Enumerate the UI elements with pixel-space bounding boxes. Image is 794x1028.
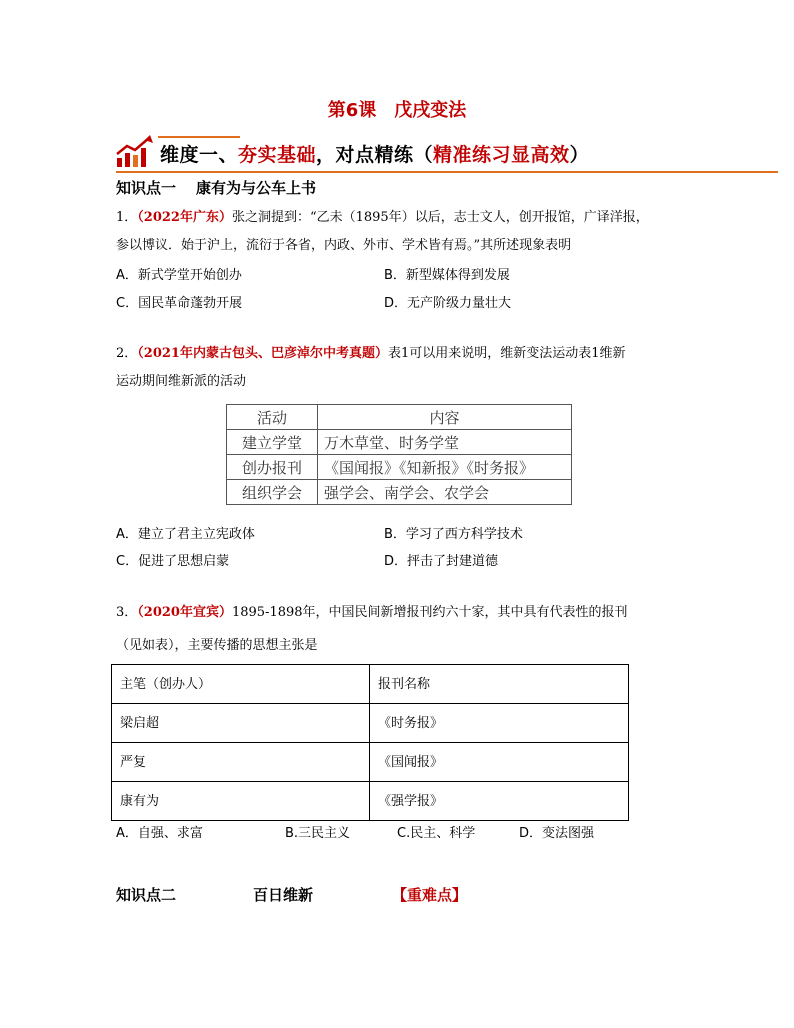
kp2-key-tag: 【重难点】 bbox=[392, 886, 468, 904]
q1-text-line1: 张之洞提到：“乙未（1895年）以后，志士文人，创开报馆，广译洋报， bbox=[231, 210, 649, 225]
banner-part1: 维度一、 bbox=[160, 144, 239, 166]
kp1-title: 康有为与公车上书 bbox=[196, 179, 317, 197]
q1-option-d[interactable]: D．无产阶级力量壮大 bbox=[384, 296, 512, 311]
table-cell: 强学会、南学会、农学会 bbox=[318, 480, 572, 505]
table-header-cell: 主笔（创办人） bbox=[112, 665, 370, 704]
knowledge-point-1-heading bbox=[116, 177, 316, 198]
kp2-label: 知识点二 bbox=[116, 886, 177, 904]
table-header-cell: 内容 bbox=[318, 405, 572, 430]
q3-option-d[interactable]: D．变法图强 bbox=[519, 826, 595, 841]
q1-source: （2022年广东） bbox=[137, 210, 232, 225]
q2-option-b[interactable]: B．学习了西方科学技术 bbox=[384, 527, 523, 542]
banner-part5: ） bbox=[569, 144, 590, 166]
table-row bbox=[227, 430, 572, 455]
table-row bbox=[227, 455, 572, 480]
table-header-row bbox=[227, 405, 572, 430]
table-cell: 《国闻报》《知新报》《时务报》 bbox=[318, 455, 572, 480]
banner-top-rule bbox=[158, 136, 240, 138]
table-cell: 《强学报》 bbox=[370, 782, 629, 821]
q2-option-c[interactable]: C．促进了思想启蒙 bbox=[116, 554, 230, 569]
q3-newspaper-table bbox=[111, 664, 629, 821]
q3-stem-line1 bbox=[116, 603, 628, 623]
q2-source: （2021年内蒙古包头、巴彦淖尔中考真题） bbox=[137, 346, 388, 361]
q3-source: （2020年宜宾） bbox=[137, 605, 232, 620]
table-cell: 康有为 bbox=[112, 782, 370, 821]
q3-option-a[interactable]: A．自强、求富 bbox=[116, 826, 203, 841]
q1-stem-line1 bbox=[116, 208, 649, 228]
q2-stem-line1 bbox=[116, 344, 626, 364]
q3-option-b[interactable]: B.三民主义 bbox=[285, 826, 351, 841]
q1-option-b[interactable]: B．新型媒体得到发展 bbox=[384, 268, 510, 283]
table-cell: 组织学会 bbox=[227, 480, 318, 505]
growth-chart-icon bbox=[115, 134, 155, 168]
q3-stem-line2: （见如表），主要传播的思想主张是 bbox=[116, 638, 318, 653]
table-cell: 梁启超 bbox=[112, 704, 370, 743]
table-header-cell: 活动 bbox=[227, 405, 318, 430]
q3-text-line1: 1895-1898年，中国民间新增报刊约六十家，其中具有代表性的报刊 bbox=[231, 605, 628, 620]
table-header-row bbox=[112, 665, 629, 704]
kp2-title: 百日维新 bbox=[253, 886, 314, 904]
q3-number: 3． bbox=[116, 605, 138, 620]
q1-number: 1． bbox=[116, 210, 138, 225]
banner-part3: ，对点精练（ bbox=[316, 144, 434, 166]
section-banner bbox=[160, 140, 589, 167]
banner-part4: 精准练习显高效 bbox=[433, 144, 570, 166]
lesson-title: 第6课 戊戌变法 bbox=[327, 100, 467, 121]
q1-option-a[interactable]: A．新式学堂开始创办 bbox=[116, 268, 242, 283]
banner-part2: 夯实基础 bbox=[238, 144, 317, 166]
q1-option-c[interactable]: C．国民革命蓬勃开展 bbox=[116, 296, 243, 311]
table-row bbox=[227, 480, 572, 505]
table-cell: 《时务报》 bbox=[370, 704, 629, 743]
q2-text-line1: 表1可以用来说明，维新变法运动表1维新 bbox=[387, 346, 626, 361]
q3-option-c[interactable]: C.民主、科学 bbox=[397, 826, 476, 841]
table-row bbox=[112, 704, 629, 743]
table-header-cell: 报刊名称 bbox=[370, 665, 629, 704]
table-cell: 万木草堂、时务学堂 bbox=[318, 430, 572, 455]
table-cell: 严复 bbox=[112, 743, 370, 782]
table-cell: 建立学堂 bbox=[227, 430, 318, 455]
q2-number: 2． bbox=[116, 346, 138, 361]
table-row bbox=[112, 782, 629, 821]
kp1-label: 知识点一 bbox=[116, 179, 177, 197]
banner-divider bbox=[116, 171, 778, 173]
q2-option-d[interactable]: D．抨击了封建道德 bbox=[384, 554, 499, 569]
table-row bbox=[112, 743, 629, 782]
q2-stem-line2: 运动期间维新派的活动 bbox=[116, 374, 247, 389]
q1-stem-line2: 参以博议．始于沪上，流衍于各省，内政、外市、学术皆有焉。”其所述现象表明 bbox=[116, 238, 572, 253]
table-cell: 创办报刊 bbox=[227, 455, 318, 480]
table-cell: 《国闻报》 bbox=[370, 743, 629, 782]
knowledge-point-2-heading bbox=[116, 884, 176, 905]
q2-option-a[interactable]: A．建立了君主立宪政体 bbox=[116, 527, 255, 542]
q2-activity-table bbox=[226, 404, 572, 505]
